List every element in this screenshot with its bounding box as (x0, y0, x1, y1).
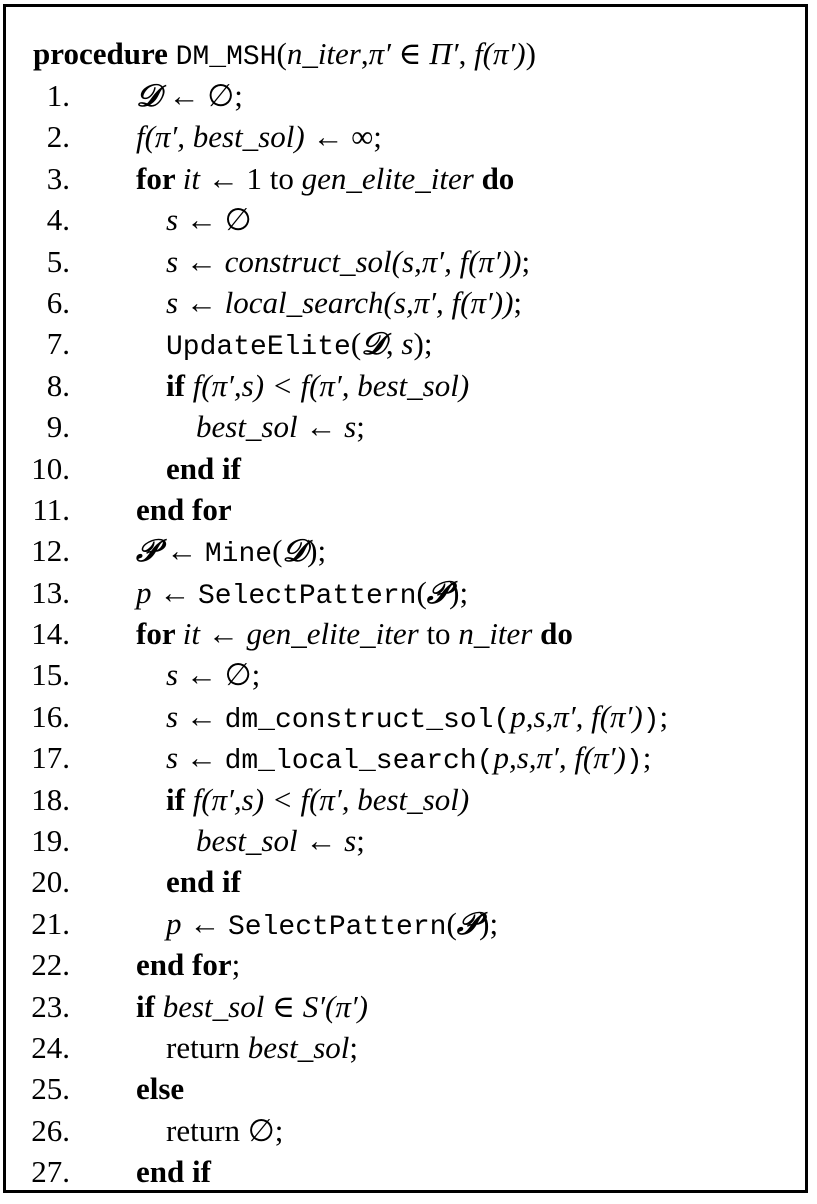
code-line (6, 199, 811, 240)
arg-f-pi: f(π′) (474, 36, 526, 71)
code-token: ← (158, 533, 205, 569)
code-token: construct_sol(s,π′, f(π′)) (224, 243, 522, 279)
code-line (6, 241, 811, 282)
line-number: 9. (46, 409, 70, 445)
line-number: 23. (31, 988, 70, 1024)
code-token: ← (178, 698, 225, 734)
line-number: 17. (31, 740, 70, 776)
line-code (166, 903, 498, 948)
function-name: ( (493, 704, 511, 736)
code-line (6, 1151, 811, 1192)
code-token: f(π′, best_sol) (136, 119, 305, 155)
code-line (6, 365, 811, 406)
keyword: end if (166, 450, 241, 486)
code-line (6, 986, 811, 1027)
code-token: ← 1 to (200, 160, 302, 196)
code-token: 𝒫 (426, 574, 450, 611)
code-line (6, 530, 811, 571)
line-number: 16. (31, 698, 70, 734)
code-token: s (166, 698, 179, 734)
code-line (6, 406, 811, 447)
code-token: ← ∞; (304, 119, 382, 155)
code-lines (6, 75, 811, 1193)
function-name: SelectPattern (198, 580, 417, 612)
code-token: p,s,π′, f(π′) (510, 698, 643, 734)
code-token: p (136, 574, 152, 610)
line-code (196, 820, 365, 861)
code-line (6, 779, 811, 820)
code-line (6, 654, 811, 695)
keyword: end for (136, 491, 232, 527)
line-number: 12. (31, 533, 70, 569)
line-number: 25. (31, 1071, 70, 1107)
code-token: ; (521, 243, 531, 279)
code-token: ( (350, 326, 362, 362)
line-code (136, 613, 573, 654)
code-token: ← ∅ (178, 202, 252, 238)
arg-pi: π′ ∈ Π′ (368, 36, 459, 71)
arg-n-iter: n_iter (286, 36, 361, 71)
code-token: ← (178, 284, 225, 320)
code-token: 𝒫 (456, 905, 480, 942)
code-line (6, 158, 811, 199)
code-token: best_sol (196, 823, 298, 859)
keyword: else (136, 1071, 185, 1107)
code-token: local_search(s,π′, f(π′)) (224, 284, 514, 320)
code-line (6, 1110, 811, 1151)
code-token: ; (642, 740, 652, 776)
code-token: ); (307, 533, 327, 569)
arg-sep-2: , (458, 36, 475, 71)
line-number: 21. (31, 905, 70, 941)
line-number: 14. (31, 616, 70, 652)
code-line (6, 489, 811, 530)
arg-sep-1: , (360, 36, 369, 71)
line-number: 13. (31, 574, 70, 610)
code-token: gen_elite_iter (246, 616, 419, 652)
line-code (136, 1068, 184, 1109)
code-token: p,s,π′, f(π′) (493, 740, 626, 776)
line-number: 18. (31, 781, 70, 817)
code-line (6, 613, 811, 654)
line-number: 10. (31, 450, 70, 486)
line-code (166, 696, 668, 741)
code-token: ← ∅; (178, 657, 261, 693)
code-token: ← (181, 905, 228, 941)
code-token: return (166, 1029, 248, 1065)
code-token: ; (349, 1029, 359, 1065)
line-number: 26. (31, 1112, 70, 1148)
code-token: 𝒫 (136, 533, 159, 570)
code-token: s (166, 284, 179, 320)
code-token: 𝒟 (136, 78, 161, 114)
line-code (166, 323, 432, 368)
code-token: ; (231, 947, 241, 983)
code-token: to (418, 616, 459, 652)
line-code (136, 75, 243, 117)
line-number: 2. (46, 119, 70, 155)
keyword: do (532, 616, 573, 652)
line-number: 27. (31, 1154, 70, 1190)
keyword: if (136, 988, 163, 1024)
keyword: end if (166, 864, 241, 900)
code-line (6, 116, 811, 157)
algorithm-box (3, 4, 808, 1193)
line-number: 24. (31, 1029, 70, 1065)
function-name: dm_construct_sol (224, 704, 494, 736)
code-token: best_sol (162, 988, 265, 1024)
code-token: it (182, 160, 201, 196)
code-line (6, 1068, 811, 1109)
line-number: 1. (46, 78, 70, 113)
code-line (6, 323, 811, 364)
args-close: ) (525, 36, 536, 71)
code-line (6, 75, 811, 116)
code-token: ← (178, 740, 225, 776)
code-token: ← (178, 243, 225, 279)
line-code (136, 530, 326, 575)
line-code (196, 406, 365, 447)
line-code (166, 282, 522, 323)
code-token: ← (297, 823, 345, 859)
code-token: n_iter (458, 616, 533, 652)
code-line (6, 572, 811, 613)
code-token: s (401, 326, 414, 362)
code-line (6, 448, 811, 489)
code-token: , (385, 326, 402, 362)
code-token: s (344, 823, 357, 859)
keyword: for (136, 160, 183, 196)
keyword: for (136, 616, 183, 652)
line-number: 6. (46, 284, 70, 320)
line-number: 20. (31, 864, 70, 900)
line-number: 7. (46, 326, 70, 362)
line-code (136, 572, 468, 617)
code-line (6, 944, 811, 985)
function-name: SelectPattern (228, 911, 447, 943)
code-token: ← ∅; (160, 78, 243, 113)
code-token: ( (272, 533, 283, 569)
code-token: s (166, 657, 179, 693)
code-token: it (182, 616, 201, 652)
line-code (136, 986, 368, 1027)
code-token: return ∅; (166, 1112, 284, 1148)
code-token: ← (200, 616, 247, 652)
code-token: gen_elite_iter (301, 160, 474, 196)
code-line (6, 861, 811, 902)
line-code (166, 779, 469, 820)
code-token: ); (413, 326, 433, 362)
line-code (136, 158, 514, 199)
code-token: ( (416, 574, 427, 610)
code-token: f(π′,s) < f(π′, best_sol) (192, 367, 470, 403)
line-number: 19. (31, 823, 70, 859)
args-open: ( (276, 36, 287, 71)
code-token: S′(π′) (302, 988, 369, 1024)
line-number: 5. (46, 243, 70, 279)
code-token: ); (479, 905, 499, 941)
code-token: p (166, 905, 182, 941)
procedure-name: DM_MSH (175, 42, 277, 73)
code-token: 𝒟 (361, 326, 386, 363)
function-name: dm_local_search (224, 746, 477, 778)
line-number: 11. (32, 491, 70, 527)
keyword: do (473, 160, 515, 196)
line-code (166, 737, 651, 782)
line-code (136, 1151, 211, 1192)
function-name: UpdateElite (166, 332, 351, 364)
procedure-header (33, 33, 536, 75)
line-code (136, 944, 240, 985)
code-token: f(π′,s) < f(π′, best_sol) (192, 781, 470, 817)
code-token: s (166, 243, 179, 279)
line-code (136, 116, 382, 157)
code-token: best_sol (196, 409, 298, 445)
code-token: ; (513, 284, 523, 320)
code-line (6, 282, 811, 323)
function-name: ) (642, 704, 660, 736)
code-token: ← (151, 574, 198, 610)
line-code (166, 365, 469, 406)
line-code (136, 489, 232, 530)
line-number: 3. (46, 160, 70, 196)
code-line (6, 1027, 811, 1068)
line-code (166, 448, 241, 489)
code-line (6, 903, 811, 944)
code-token: ); (449, 574, 469, 610)
code-line (6, 737, 811, 778)
function-name: ) (625, 746, 643, 778)
line-code (166, 241, 530, 282)
code-token: s (344, 409, 357, 445)
line-number: 22. (31, 947, 70, 983)
code-line (6, 820, 811, 861)
line-code (166, 199, 252, 240)
code-line (6, 696, 811, 737)
code-token: ∈ (264, 988, 303, 1024)
keyword: end if (136, 1154, 211, 1190)
code-token: ; (356, 823, 365, 859)
code-token: 𝒟 (282, 533, 308, 570)
keyword: if (166, 367, 193, 403)
function-name: Mine (204, 539, 273, 571)
keyword: end for (136, 947, 232, 983)
procedure-keyword: procedure (33, 36, 168, 71)
code-token: s (166, 202, 179, 238)
code-token: ← (297, 409, 345, 445)
keyword: if (166, 781, 193, 817)
code-token: ( (446, 905, 457, 941)
line-code (166, 1027, 358, 1068)
line-number: 8. (46, 367, 70, 403)
code-token: ; (659, 698, 669, 734)
line-number: 15. (31, 657, 70, 693)
line-code (166, 1110, 283, 1151)
function-name: ( (476, 746, 494, 778)
line-code (166, 654, 260, 695)
code-token: ; (356, 409, 365, 445)
code-token: best_sol (247, 1029, 350, 1065)
line-number: 4. (46, 202, 70, 238)
code-token: s (166, 740, 179, 776)
line-code (166, 861, 241, 902)
